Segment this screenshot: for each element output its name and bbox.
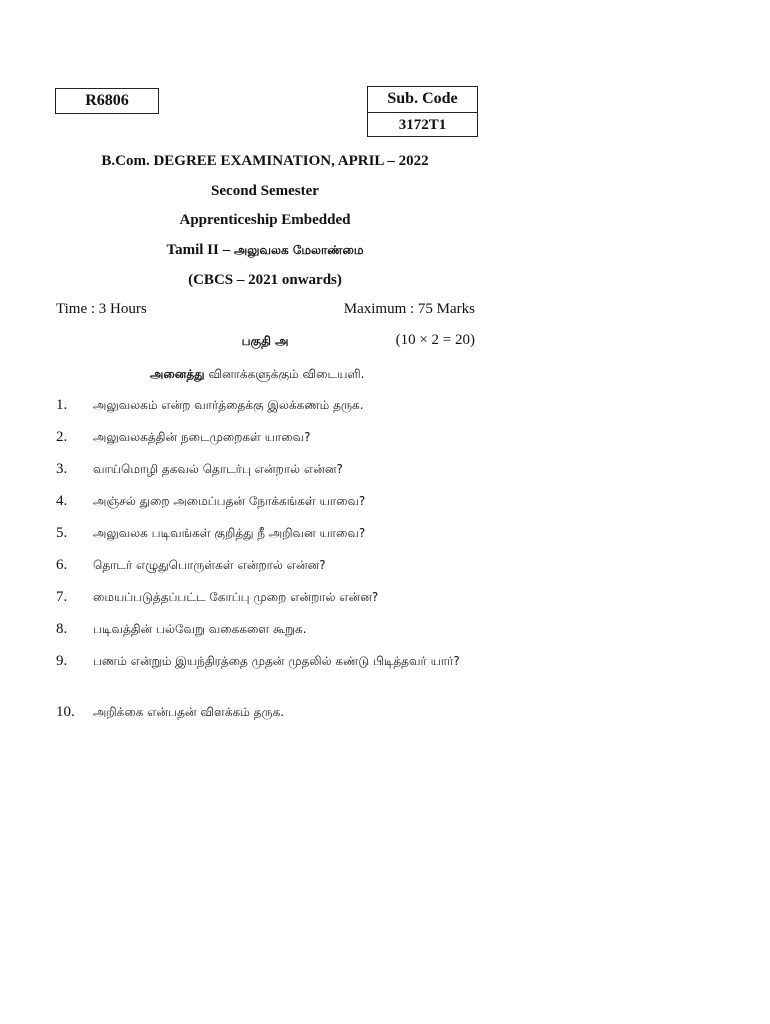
sub-code-value: 3172T1 <box>368 112 477 138</box>
question-text: படிவத்தின் பல்வேறு வகைகளை கூறுக. <box>93 622 307 636</box>
scheme: (CBCS – 2021 onwards) <box>188 272 342 288</box>
semester: Second Semester <box>211 183 319 199</box>
question-text: அஞ்சல் துறை அமைப்பதன் நோக்கங்கள் யாவை? <box>93 494 366 508</box>
section-title: பகுதி அ <box>241 334 289 348</box>
paper-code: R6806 <box>85 92 129 109</box>
sub-code-label: Sub. Code <box>387 90 458 107</box>
maximum-marks: Maximum : 75 Marks <box>343 301 475 317</box>
question-text: பணம் என்றும் இயந்திரத்தை முதன் முதலில் கண்டு பிடித்தவர் யார்? <box>93 654 460 668</box>
question-number: 8. <box>56 621 68 637</box>
question-number: 2. <box>56 429 68 445</box>
time-allowed: Time : 3 Hours <box>56 301 147 317</box>
question-number: 7. <box>56 589 68 605</box>
subject-tamil: அலுவலக மேலாண்மை <box>233 243 364 257</box>
question-number: 10. <box>56 704 75 720</box>
question-text: வாய்மொழி தகவல் தொடர்பு என்றால் என்ன? <box>93 462 343 476</box>
question-number: 5. <box>56 525 68 541</box>
subject-prefix: Tamil II – <box>166 242 234 258</box>
instruction-bold: அனைத்து <box>150 367 205 381</box>
subject <box>55 241 475 259</box>
question-number: 1. <box>56 397 68 413</box>
question-number: 6. <box>56 557 68 573</box>
question-number: 3. <box>56 461 68 477</box>
paper-code-box <box>55 88 159 114</box>
question-number: 4. <box>56 493 68 509</box>
section-marks: (10 × 2 = 20) <box>395 332 475 348</box>
question-text: அலுவலகம் என்ற வார்த்தைக்கு இலக்கணம் தருக. <box>93 398 364 412</box>
question-text: மையப்படுத்தப்பட்ட கோப்பு முறை என்றால் என்ன? <box>93 590 379 604</box>
exam-title: B.Com. DEGREE EXAMINATION, APRIL – 2022 <box>101 153 429 169</box>
program: Apprenticeship Embedded <box>179 212 351 228</box>
question-text: அறிக்கை என்பதன் விளக்கம் தருக. <box>93 705 285 719</box>
question-number: 9. <box>56 653 68 669</box>
question-text: தொடர் எழுதுபொருள்கள் என்றால் என்ன? <box>93 558 326 572</box>
question-text: அலுவலக படிவங்கள் குறித்து நீ அறிவன யாவை? <box>93 526 366 540</box>
sub-code-box <box>367 86 478 137</box>
section-instruction <box>150 365 364 383</box>
question-text: அலுவலகத்தின் நடைமுறைகள் யாவை? <box>93 430 311 444</box>
instruction-rest: வினாக்களுக்கும் விடையளி. <box>204 367 365 381</box>
